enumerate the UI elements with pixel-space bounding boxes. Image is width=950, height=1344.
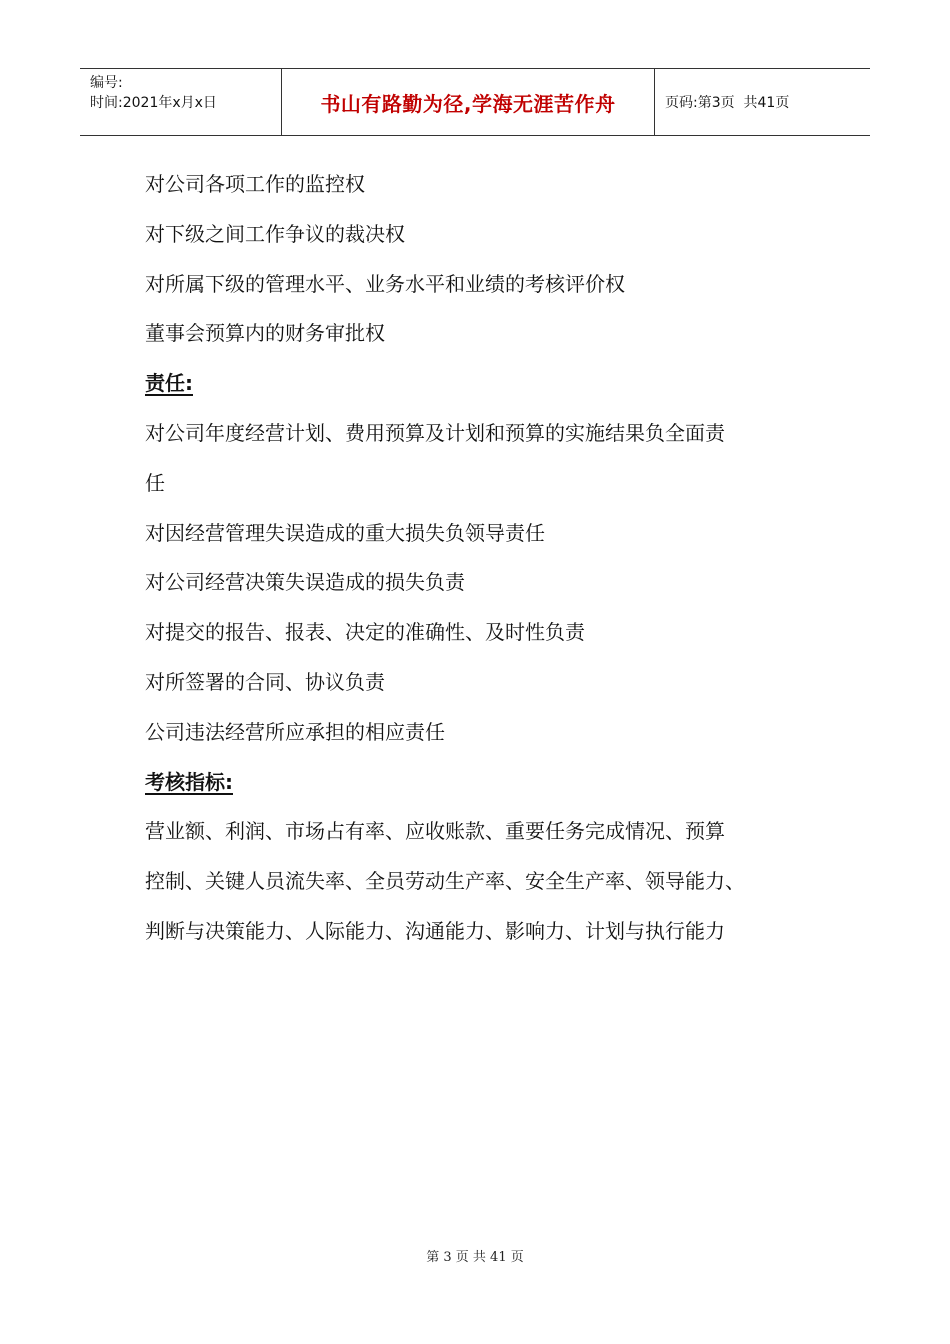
responsibility-line: 对因经营管理失误造成的重大损失负领导责任 (145, 520, 545, 545)
authority-line: 对下级之间工作争议的裁决权 (145, 221, 405, 246)
kpi-line: 营业额、利润、市场占有率、应收账款、重要任务完成情况、预算 (145, 819, 725, 844)
header-page-info: 页码:第3页 共41页 (665, 95, 790, 111)
page-footer: 第 3 页 共 41 页 (426, 1250, 524, 1265)
kpi-line: 控制、关键人员流失率、全员劳动生产率、安全生产率、领导能力、 (145, 869, 745, 894)
responsibility-line: 对公司年度经营计划、费用预算及计划和预算的实施结果负全面责 (145, 420, 725, 445)
responsibility-line: 对所签署的合同、协议负责 (145, 669, 385, 694)
responsibility-line: 公司违法经营所应承担的相应责任 (145, 719, 445, 744)
authority-line: 董事会预算内的财务审批权 (145, 321, 385, 346)
responsibility-heading (145, 359, 825, 409)
responsibility-heading-text: 责任: (145, 371, 193, 396)
page-header (80, 68, 870, 136)
kpi-line: 判断与决策能力、人际能力、沟通能力、影响力、计划与执行能力 (145, 918, 725, 943)
kpi-heading (145, 758, 825, 808)
date-label: 时间:2021年x月x日 (90, 95, 217, 111)
serial-number-label: 编号: (90, 75, 123, 91)
header-meta-cell (80, 69, 282, 135)
header-motto: 书山有路勤为径,学海无涯苦作舟 (282, 69, 655, 135)
authority-line: 对公司各项工作的监控权 (145, 172, 365, 196)
authority-line: 对所属下级的管理水平、业务水平和业绩的考核评价权 (145, 271, 625, 296)
responsibility-line: 对公司经营决策失误造成的损失负责 (145, 570, 465, 595)
document-body (145, 160, 825, 957)
responsibility-line: 任 (145, 470, 165, 495)
kpi-heading-text: 考核指标: (145, 769, 233, 794)
responsibility-line: 对提交的报告、报表、决定的准确性、及时性负责 (145, 620, 585, 645)
